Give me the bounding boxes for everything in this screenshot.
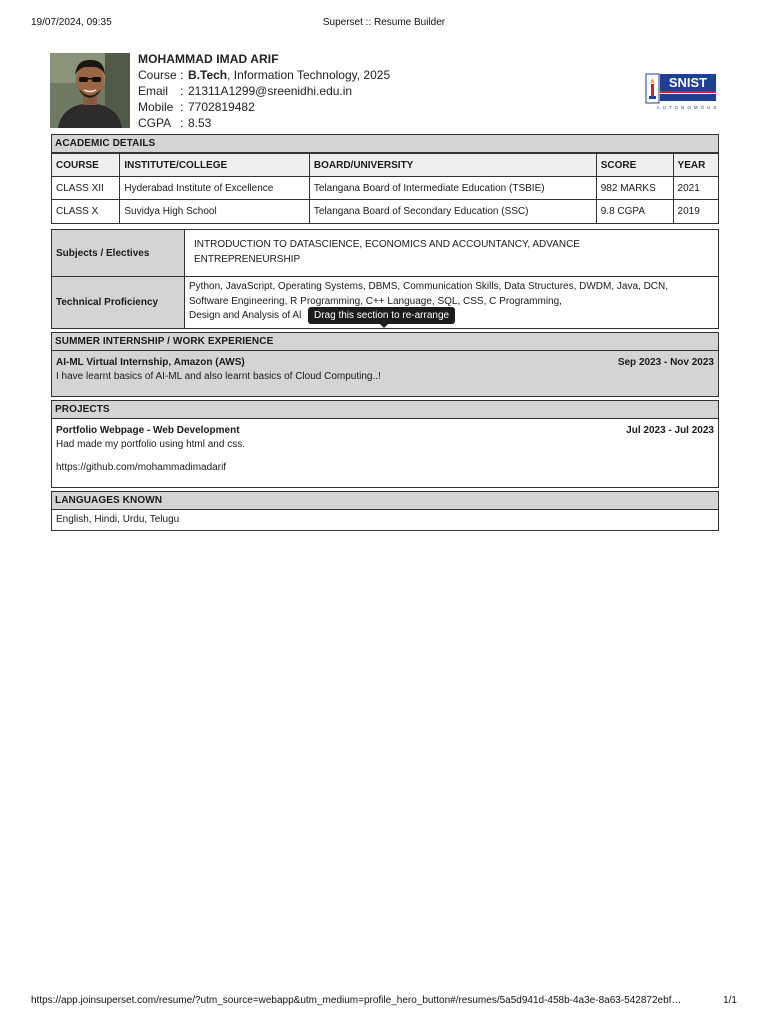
cell-institute: Suvidya High School [120, 200, 310, 223]
cell-board: Telangana Board of Secondary Education (SSC) [309, 200, 596, 223]
col-year: YEAR [673, 154, 718, 177]
print-header [31, 17, 737, 31]
cell-year: 2019 [673, 200, 718, 223]
profile-identity [138, 51, 390, 131]
languages-list: English, Hindi, Urdu, Telugu [56, 514, 180, 525]
subjects-value [185, 230, 718, 276]
cell-institute: Hyderabad Institute of Excellence [120, 177, 310, 200]
cell-score: 982 MARKS [596, 177, 673, 200]
drag-tooltip [308, 307, 455, 324]
project-entry [52, 419, 718, 487]
internship-title-row [56, 355, 714, 370]
cell-course: CLASS X [52, 200, 120, 223]
college-logo [641, 53, 721, 128]
logo-subtext: AUTONOMOUS [656, 105, 720, 110]
technical-line: Design and Analysis of Al [189, 310, 302, 321]
colon: : [180, 84, 184, 98]
cgpa-label: CGPA [138, 116, 172, 130]
project-dates: Jul 2023 - Jul 2023 [626, 425, 714, 436]
technical-line: Software Engineering, R Programming, C++ Language, SQL, CSS, C Programming, [189, 295, 562, 307]
projects-section[interactable] [51, 400, 719, 488]
internship-heading: SUMMER INTERNSHIP / WORK EXPERIENCE [52, 333, 718, 351]
col-board: BOARD/UNIVERSITY [309, 154, 596, 177]
tooltip-arrow [380, 324, 388, 328]
email-label: Email [138, 84, 169, 98]
course-label: Course [138, 68, 177, 82]
subjects-line: ENTREPRENEURSHIP [194, 253, 301, 265]
page-number: 1/1 [723, 995, 737, 1006]
print-url: https://app.joinsuperset.com/resume/?utm_source=webapp&utm_medium=profile_hero_button#/resumes/5a5d941d-458b-4a3e-8a63-542872ebf… [31, 995, 682, 1006]
cell-score: 9.8 CGPA [596, 200, 673, 223]
cgpa-row [138, 115, 390, 131]
project-title: Portfolio Webpage - Web Development [56, 425, 240, 436]
col-institute: INSTITUTE/COLLEGE [120, 154, 310, 177]
table-row [52, 200, 718, 223]
technical-label: Technical Proficiency [52, 277, 185, 328]
col-score: SCORE [596, 154, 673, 177]
subjects-line: INTRODUCTION TO DATASCIENCE, ECONOMICS AND ACCOUNTANCY, ADVANCE [194, 239, 580, 250]
internship-entry [52, 351, 718, 396]
subjects-row [52, 230, 718, 277]
subjects-label: Subjects / Electives [52, 230, 185, 276]
academic-heading: ACADEMIC DETAILS [52, 135, 718, 153]
colon: : [180, 100, 184, 114]
course-details: , Information Technology, 2025 [227, 68, 391, 82]
internship-section[interactable] [51, 332, 719, 397]
table-row [52, 177, 718, 200]
table-header-row [52, 154, 718, 177]
profile-photo [50, 53, 130, 128]
cell-board: Telangana Board of Intermediate Education (TSBIE) [309, 177, 596, 200]
internship-title: AI-ML Virtual Internship, Amazon (AWS) [56, 357, 245, 368]
mobile-row [138, 99, 390, 115]
technical-line: Python, JavaScript, Operating Systems, DBMS, Communication Skills, Data Structures, DWDM, Java, DCN, [189, 281, 669, 292]
email-row [138, 83, 390, 99]
print-date: 19/07/2024, 09:35 [31, 17, 112, 28]
col-course: COURSE [52, 154, 120, 177]
languages-heading: LANGUAGES KNOWN [52, 492, 718, 510]
course-degree: B.Tech [188, 68, 228, 82]
cell-course: CLASS XII [52, 177, 120, 200]
internship-description: I have learnt basics of AI-ML and also learnt basics of Cloud Computing..! [56, 371, 381, 382]
project-link[interactable]: https://github.com/mohammadimadarif [56, 462, 227, 473]
colon: : [180, 116, 184, 130]
print-footer [31, 995, 737, 1009]
project-title-row [56, 423, 714, 438]
cgpa-value: 8.53 [188, 116, 212, 130]
projects-heading: PROJECTS [52, 401, 718, 419]
mobile-label: Mobile [138, 100, 174, 114]
languages-section[interactable] [51, 491, 719, 531]
logo-text: SNIST [668, 75, 708, 90]
email-value: 21311A1299@sreenidhi.edu.in [188, 84, 353, 98]
course-row [138, 67, 390, 83]
profile-name: MOHAMMAD IMAD ARIF [138, 52, 279, 66]
internship-dates: Sep 2023 - Nov 2023 [617, 357, 714, 368]
academic-table [52, 153, 718, 223]
colon: : [180, 68, 184, 82]
mobile-value: 7702819482 [188, 100, 255, 114]
cell-year: 2021 [673, 177, 718, 200]
project-description: Had made my portfolio using html and css. [56, 439, 245, 450]
tooltip-text: Drag this section to re-arrange [314, 310, 450, 321]
academic-section[interactable] [51, 134, 719, 224]
print-title: Superset :: Resume Builder [322, 17, 446, 28]
